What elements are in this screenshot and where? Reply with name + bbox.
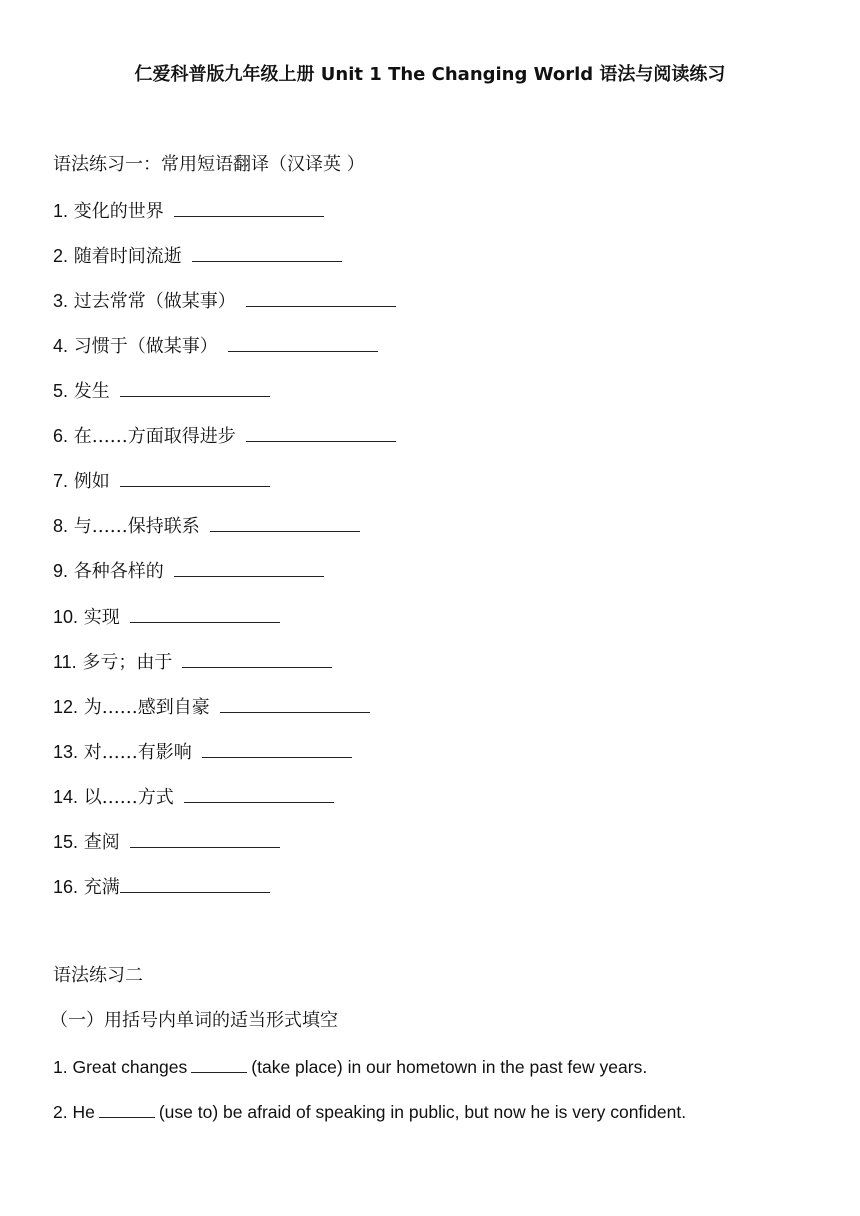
item-number: 15. <box>53 832 79 852</box>
sentence-item <box>53 1054 647 1079</box>
list-item <box>53 829 280 855</box>
list-item <box>53 378 270 404</box>
item-text: 以……方式 <box>83 787 174 808</box>
list-item <box>53 198 324 224</box>
list-item <box>53 739 352 765</box>
list-item <box>53 333 378 359</box>
item-text: 充满 <box>83 877 120 898</box>
item-number: 16. <box>53 877 79 897</box>
list-item <box>53 243 342 269</box>
item-number: 11. <box>53 652 77 672</box>
item-number: 2. <box>53 1102 68 1122</box>
answer-blank[interactable] <box>246 288 396 307</box>
answer-blank[interactable] <box>184 784 334 803</box>
item-number: 7. <box>53 471 69 491</box>
item-number: 14. <box>53 787 79 807</box>
answer-blank[interactable] <box>246 423 396 442</box>
sentence-end: (take place) in our hometown in the past few years. <box>251 1057 648 1077</box>
item-text: 各种各样的 <box>73 561 164 582</box>
section2-heading: 语法练习二 <box>53 965 143 986</box>
answer-blank[interactable] <box>192 243 342 262</box>
item-text: 多亏；由于 <box>82 652 173 673</box>
item-number: 8. <box>53 516 69 536</box>
sentence-start: He <box>72 1102 95 1122</box>
list-item <box>53 874 270 900</box>
item-text: 习惯于（做某事） <box>73 336 218 357</box>
list-item <box>53 694 370 720</box>
item-text: 对……有影响 <box>83 742 192 763</box>
item-text: 发生 <box>73 381 110 402</box>
item-number: 12. <box>53 697 79 717</box>
list-item <box>53 558 324 584</box>
item-text: 随着时间流逝 <box>73 246 182 267</box>
list-item <box>53 513 360 539</box>
item-number: 9. <box>53 561 69 581</box>
answer-blank[interactable] <box>191 1054 247 1073</box>
answer-blank[interactable] <box>210 513 360 532</box>
item-text: 例如 <box>73 471 110 492</box>
answer-blank[interactable] <box>174 558 324 577</box>
sentence-start: Great changes <box>72 1057 188 1077</box>
answer-blank[interactable] <box>99 1099 155 1118</box>
item-text: 在……方面取得进步 <box>73 426 236 447</box>
item-text: 实现 <box>83 607 120 628</box>
item-number: 10. <box>53 607 79 627</box>
item-text: 变化的世界 <box>73 201 164 222</box>
answer-blank[interactable] <box>228 333 378 352</box>
sentence-end: (use to) be afraid of speaking in public, but now he is very confident. <box>158 1102 687 1122</box>
sentence-item <box>53 1099 686 1124</box>
item-text: 过去常常（做某事） <box>73 291 236 312</box>
answer-blank[interactable] <box>182 649 332 668</box>
item-number: 5. <box>53 381 69 401</box>
answer-blank[interactable] <box>120 378 270 397</box>
item-number: 3. <box>53 291 69 311</box>
item-text: 与……保持联系 <box>73 516 200 537</box>
item-number: 13. <box>53 742 79 762</box>
section1-heading: 语法练习一：常用短语翻译（汉译英 ） <box>53 154 365 175</box>
list-item <box>53 468 270 494</box>
list-item <box>53 649 332 675</box>
list-item <box>53 604 280 630</box>
answer-blank[interactable] <box>202 739 352 758</box>
list-item <box>53 288 396 314</box>
page-title: 仁爱科普版九年级上册 Unit 1 The Changing World 语法与阅读练习 <box>134 64 726 85</box>
item-text: 查阅 <box>83 832 120 853</box>
item-number: 2. <box>53 246 69 266</box>
section2-subheading: （一）用括号内单词的适当形式填空 <box>50 1010 338 1031</box>
answer-blank[interactable] <box>130 604 280 623</box>
answer-blank[interactable] <box>120 874 270 893</box>
item-number: 6. <box>53 426 69 446</box>
item-number: 4. <box>53 336 69 356</box>
answer-blank[interactable] <box>220 694 370 713</box>
item-number: 1. <box>53 1057 68 1077</box>
list-item <box>53 423 396 449</box>
answer-blank[interactable] <box>174 198 324 217</box>
item-number: 1. <box>53 201 69 221</box>
answer-blank[interactable] <box>130 829 280 848</box>
item-text: 为……感到自豪 <box>83 697 210 718</box>
answer-blank[interactable] <box>120 468 270 487</box>
list-item <box>53 784 334 810</box>
